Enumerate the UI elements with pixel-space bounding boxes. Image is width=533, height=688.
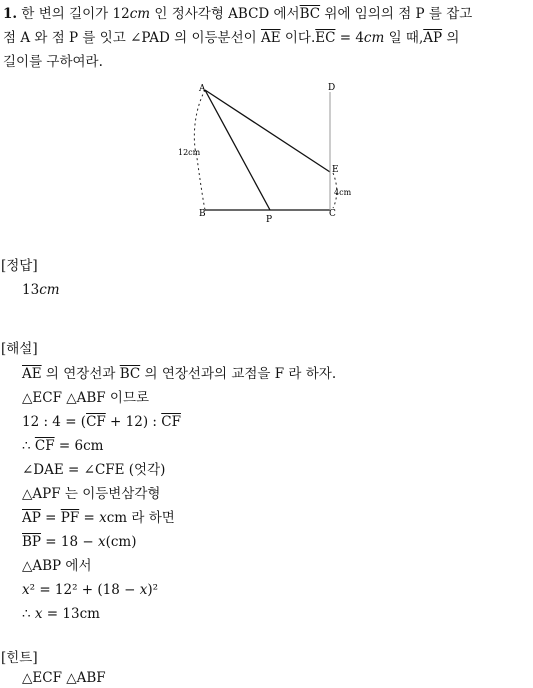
- answer-unit: cm: [39, 282, 60, 298]
- explanation-text: + 12) :: [105, 414, 162, 430]
- geometry-figure: [0, 0, 533, 240]
- explanation-text: ² = 12² + (18 −: [29, 582, 140, 598]
- problem-text: 한 변의 길이가 12: [21, 6, 130, 22]
- explanation-text: = 13cm: [42, 606, 100, 622]
- explanation-line: [22, 412, 181, 432]
- explanation-line: [22, 604, 100, 624]
- explanation-text: ∠DAE = ∠CFE (엇각): [22, 462, 166, 478]
- variable: x: [22, 582, 30, 598]
- problem-text: 인 정사각형 ABCD 에서: [150, 6, 300, 22]
- explanation-line: [22, 460, 165, 480]
- hint-text: △ECF △ABF: [22, 670, 106, 686]
- explanation-text: =: [40, 510, 61, 526]
- variable: x: [97, 534, 106, 550]
- variable: x: [99, 510, 107, 526]
- segment: $\overline{AP}$: [423, 30, 443, 46]
- segment: $\overline{AE}$: [22, 366, 42, 382]
- segment: $\overline{CF}$: [161, 414, 181, 430]
- label-d: D: [328, 83, 336, 93]
- explanation-text: 12 : 4 = (: [22, 414, 87, 430]
- problem-text: 일 때,: [384, 30, 424, 46]
- answer-value: [22, 280, 60, 300]
- segment: $\overline{AP}$: [22, 510, 41, 526]
- segment-ae: [205, 90, 330, 172]
- label-b: B: [199, 209, 206, 219]
- explanation-line: [22, 532, 137, 552]
- explanation-text: (cm): [105, 534, 137, 550]
- segment: $\overline{BC}$: [299, 6, 321, 22]
- explanation-text: ∴: [22, 438, 35, 454]
- segment: $\overline{PF}$: [60, 510, 80, 526]
- problem-text: 길이를 구하여라.: [3, 54, 103, 70]
- problem-text: = 4: [335, 30, 364, 46]
- explanation-text: = 6cm: [54, 438, 104, 454]
- explanation-text: = 18 −: [41, 534, 98, 550]
- explanation-text: )²: [147, 582, 159, 598]
- segment: $\overline{AE}$: [260, 30, 281, 46]
- segment: $\overline{CF}$: [86, 414, 106, 430]
- explanation-text: ∴: [22, 606, 35, 622]
- problem-text: 의: [442, 30, 460, 46]
- problem-text: 이다.: [280, 30, 316, 46]
- segment: $\overline{BC}$: [119, 366, 141, 382]
- explanation-line: [22, 580, 158, 600]
- segment: $\overline{BP}$: [22, 534, 42, 550]
- explanation-text: =: [79, 510, 100, 526]
- explanation-text: cm 라 하면: [106, 510, 175, 526]
- explanation-heading: [해설]: [1, 341, 38, 357]
- segment: $\overline{CF}$: [34, 438, 55, 454]
- label-e: E: [332, 165, 339, 175]
- segment-ap: [205, 90, 270, 210]
- explanation-text: △ABP 에서: [22, 558, 92, 574]
- label-c: C: [329, 209, 336, 219]
- explanation-line: [22, 556, 92, 576]
- answer-number: 13: [22, 282, 40, 298]
- problem-text: 위에 임의의 점 P 를 잡고: [320, 6, 473, 22]
- explanation-line: [22, 508, 175, 528]
- segment: $\overline{EC}$: [315, 30, 336, 46]
- unit: cm: [363, 30, 385, 46]
- variable: x: [34, 606, 43, 622]
- label-a: A: [199, 84, 206, 94]
- label-p: P: [266, 215, 273, 225]
- explanation-line: [22, 364, 336, 384]
- explanation-line: [22, 388, 149, 408]
- unit: cm: [129, 6, 151, 22]
- explanation-line: [22, 436, 103, 456]
- explanation-line: [22, 484, 160, 504]
- hint-heading: [힌트]: [1, 650, 38, 666]
- label-side-length: 12cm: [178, 148, 201, 157]
- label-ec-length: 4cm: [334, 188, 352, 197]
- problem-number: 1.: [3, 6, 18, 22]
- explanation-text: △APF 는 이등변삼각형: [22, 486, 161, 502]
- explanation-text: 의 연장선과의 교점을 F 라 하자.: [140, 366, 337, 382]
- variable: x: [139, 582, 148, 598]
- problem-text: 점 A 와 점 P 를 잇고 ∠PAD 의 이등분선이: [3, 30, 261, 46]
- answer-heading: [정답]: [1, 258, 38, 274]
- explanation-text: △ECF △ABF 이므로: [22, 390, 150, 406]
- explanation-text: 의 연장선과: [41, 366, 120, 382]
